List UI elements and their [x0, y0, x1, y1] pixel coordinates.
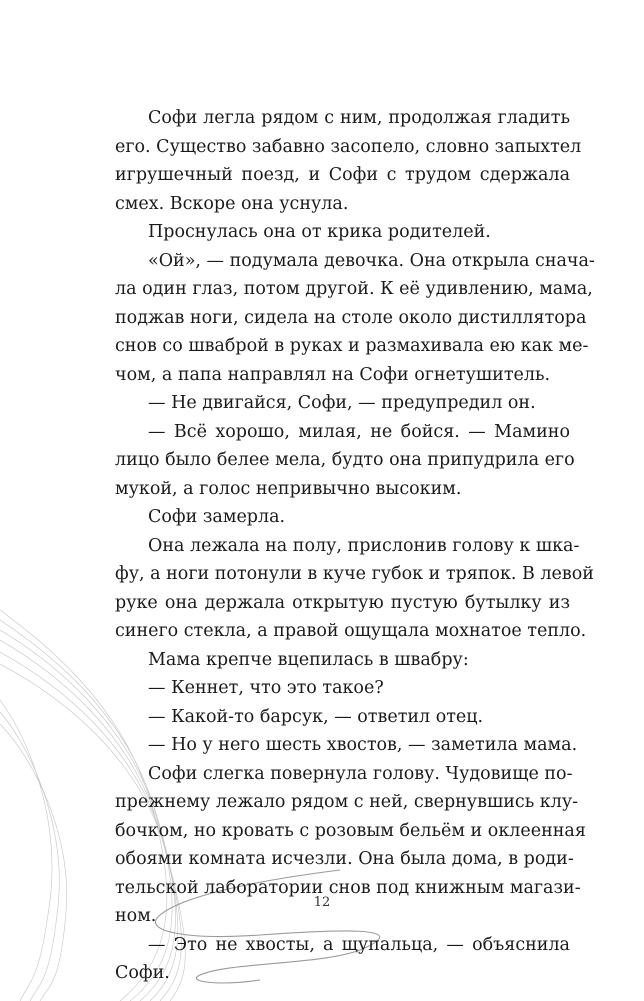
text-line: руке она держала открытую пустую бутылку из: [115, 592, 570, 613]
text-line: чом, а папа направлял на Софи огнетушитель.: [115, 364, 551, 385]
text-line: фу, а ноги потонули в куче губок и тряпок. В левой: [115, 564, 594, 584]
text-line: — Всё хорошо, милая, не бойся. — Мамино: [148, 421, 570, 442]
text-line: прежнему лежало рядом с ней, свернувшись клу-: [115, 792, 579, 812]
page-number: 12: [313, 895, 331, 910]
text-line: Софи.: [115, 963, 170, 983]
text-line: игрушечный поезд, и Софи с трудом сдержала: [115, 165, 570, 185]
text-line: «Ой», — подумала девочка. Она открыла снача-: [148, 250, 595, 271]
text-line: бочком, но кровать с розовым бельём и оклеенная: [115, 820, 586, 841]
text-line: синего стекла, а правой ощущала мохнатое тепло.: [115, 621, 587, 641]
text-line: Она лежала на полу, прислонив голову к шка-: [148, 535, 580, 556]
text-line: Мама крепче вцепилась в швабру:: [148, 649, 469, 670]
text-line: смех. Вскоре она уснула.: [115, 193, 349, 214]
text-line: — Это не хвосты, а щупальца, — объяснила: [148, 934, 570, 955]
text-line: ном.: [115, 906, 157, 926]
body-text: [115, 104, 595, 988]
text-line: его. Существо забавно засопело, словно запыхтел: [115, 136, 582, 157]
text-line: снов со шваброй в руках и размахивала ею как ме-: [115, 336, 589, 356]
text-line: Софи слегка повернула голову. Чудовище по-: [148, 763, 573, 784]
text-line: — Не двигайся, Софи, — предупредил он.: [148, 393, 536, 413]
text-line: тельской лаборатории снов под книжным магази-: [115, 877, 581, 898]
text-line: Софи замерла.: [148, 507, 286, 527]
text-line: — Но у него шесть хвостов, — заметила мама.: [148, 735, 578, 755]
text-line: Проснулась она от крика родителей.: [148, 222, 491, 242]
text-line: Софи легла рядом с ним, продолжая гладить: [148, 108, 570, 128]
text-line: обоями комната исчезли. Она была дома, в роди-: [115, 849, 574, 869]
text-line: поджав ноги, сидела на столе около дистиллятора: [115, 307, 587, 328]
text-line: ла один глаз, потом другой. К её удивлению, мама,: [115, 279, 593, 299]
text-line: — Какой-то барсук, — ответил отец.: [148, 706, 484, 727]
text-line: мукой, а голос непривычно высоким.: [115, 478, 462, 499]
text-line: лицо было белее мела, будто она припудрила его: [115, 450, 575, 470]
text-line: — Кеннет, что это такое?: [148, 678, 384, 698]
